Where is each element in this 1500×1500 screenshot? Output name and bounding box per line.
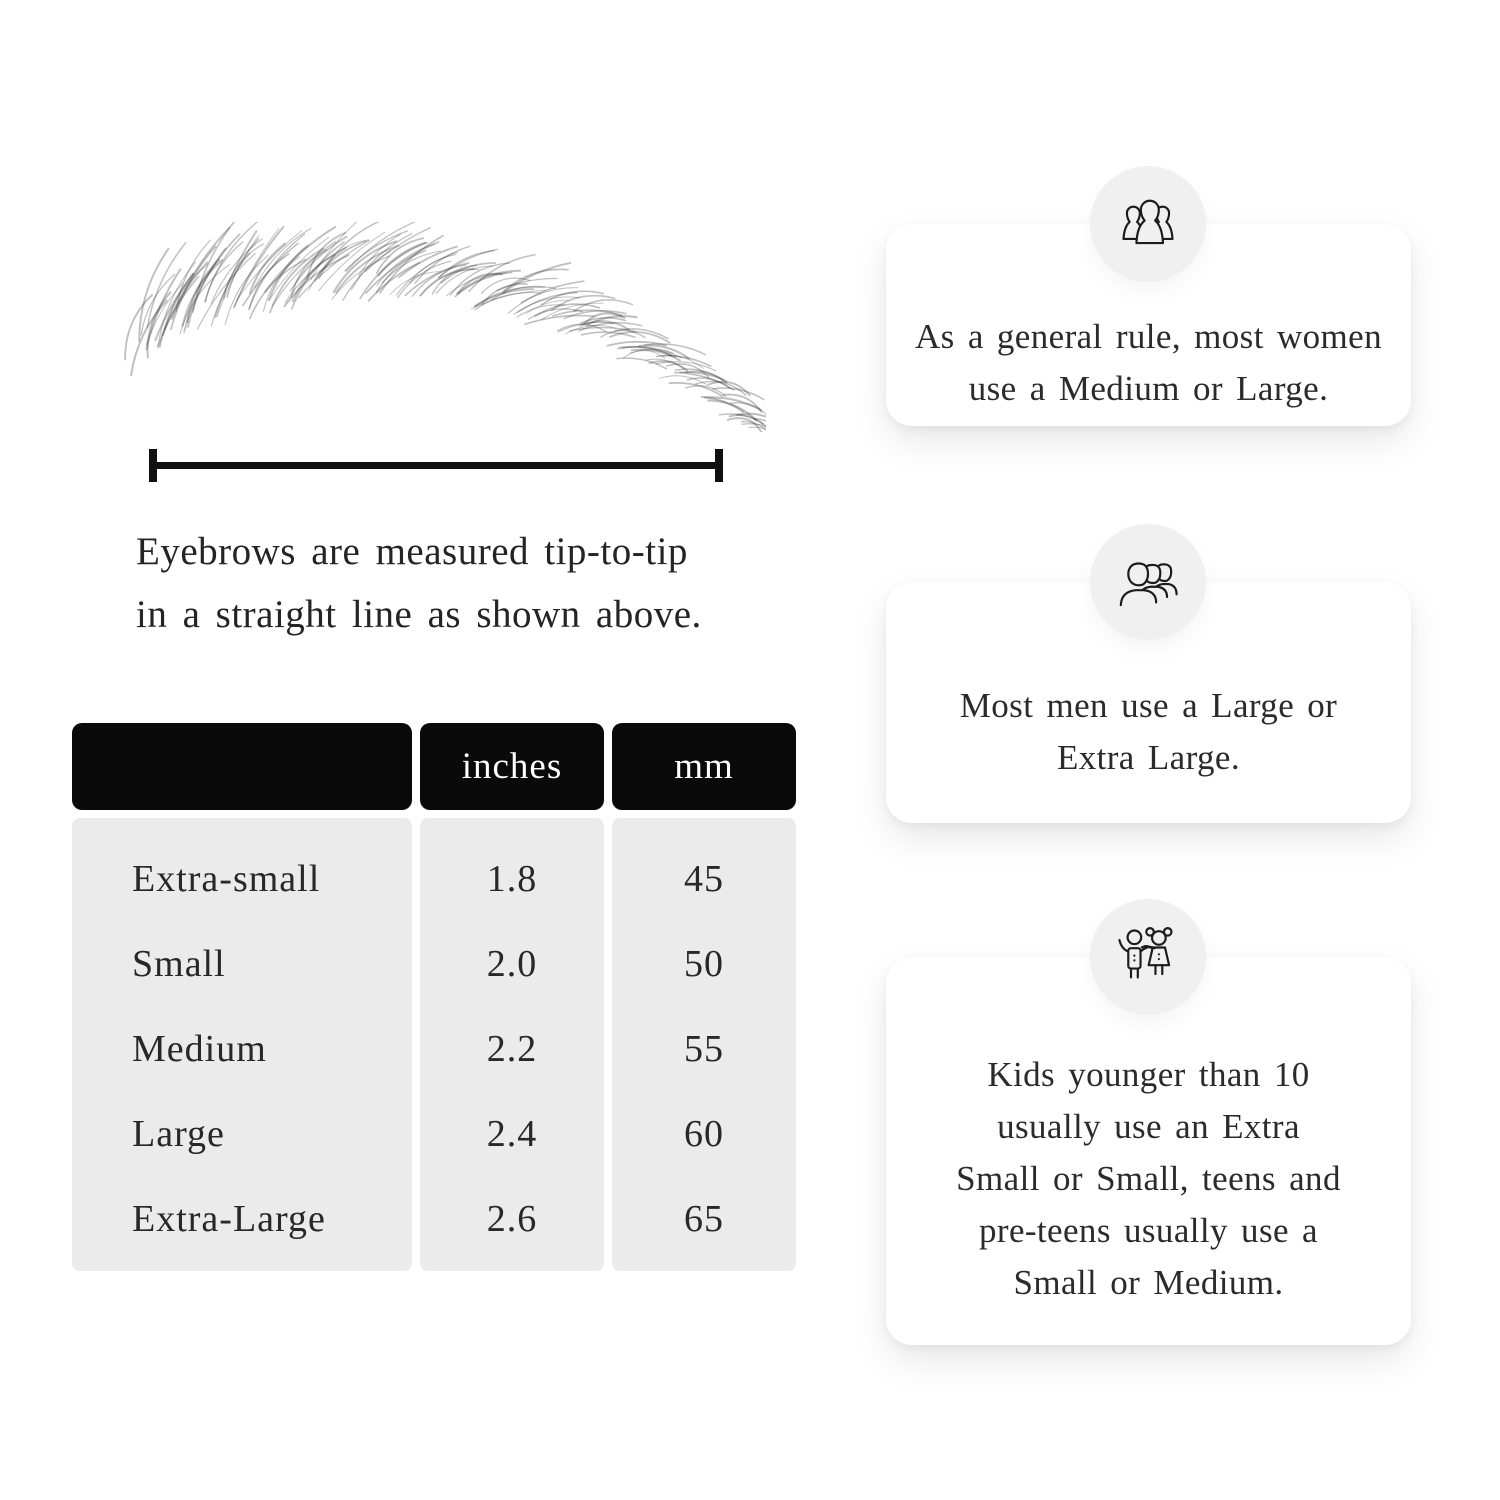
table-row-size: Medium	[132, 1027, 267, 1070]
card-men-line-2: Extra Large.	[1056, 737, 1241, 777]
eyebrow-illustration	[118, 222, 766, 432]
header-cell-size	[72, 723, 412, 810]
header-cell-inches: inches	[420, 723, 604, 810]
caption-line-1: Eyebrows are measured tip-to-tip	[136, 530, 688, 573]
caption-line-2: in a straight line as shown above.	[136, 593, 702, 636]
table-row-size: Small	[132, 942, 226, 985]
men-group-icon	[1114, 548, 1182, 616]
kids-icon	[1114, 923, 1182, 991]
card-kids-line-3: Small or Small, teens and	[956, 1159, 1341, 1198]
table-row-size: Extra-Large	[132, 1197, 326, 1240]
card-kids-line-1: Kids younger than 10	[987, 1055, 1310, 1094]
header-cell-mm: mm	[612, 723, 796, 810]
size-column	[72, 818, 412, 1271]
card-kids	[886, 957, 1411, 1345]
table-row-size: Large	[132, 1112, 225, 1155]
card-men-line-1: Most men use a Large or	[959, 685, 1338, 725]
card-kids-line-5: Small or Medium.	[1013, 1263, 1284, 1302]
size-table-header	[72, 723, 796, 810]
women-group-icon	[1114, 190, 1182, 258]
mm-column	[612, 818, 796, 1271]
table-row-inches: 2.0	[486, 942, 538, 985]
measurement-line	[152, 462, 720, 469]
table-row-mm: 45	[684, 857, 724, 900]
table-row-inches: 2.2	[486, 1027, 538, 1070]
kids-badge	[1090, 899, 1206, 1015]
card-kids-line-2: usually use an Extra	[997, 1107, 1300, 1146]
table-row-size: Extra-small	[132, 857, 321, 900]
card-kids-line-4: pre-teens usually use a	[978, 1211, 1318, 1250]
measurement-tick-left	[149, 449, 157, 482]
table-row-mm: 55	[684, 1027, 724, 1070]
card-women-line-1: As a general rule, most women	[914, 316, 1383, 356]
table-row-inches: 2.4	[486, 1112, 538, 1155]
women-badge	[1090, 166, 1206, 282]
card-women-line-2: use a Medium or Large.	[968, 368, 1329, 408]
measurement-caption	[136, 520, 702, 646]
size-table-body	[72, 818, 796, 1271]
inches-column	[420, 818, 604, 1271]
table-row-mm: 50	[684, 942, 724, 985]
table-row-mm: 65	[684, 1197, 724, 1240]
table-row-mm: 60	[684, 1112, 724, 1155]
table-row-inches: 2.6	[486, 1197, 538, 1240]
men-badge	[1090, 524, 1206, 640]
table-row-inches: 1.8	[486, 857, 538, 900]
measurement-tick-right	[715, 449, 723, 482]
